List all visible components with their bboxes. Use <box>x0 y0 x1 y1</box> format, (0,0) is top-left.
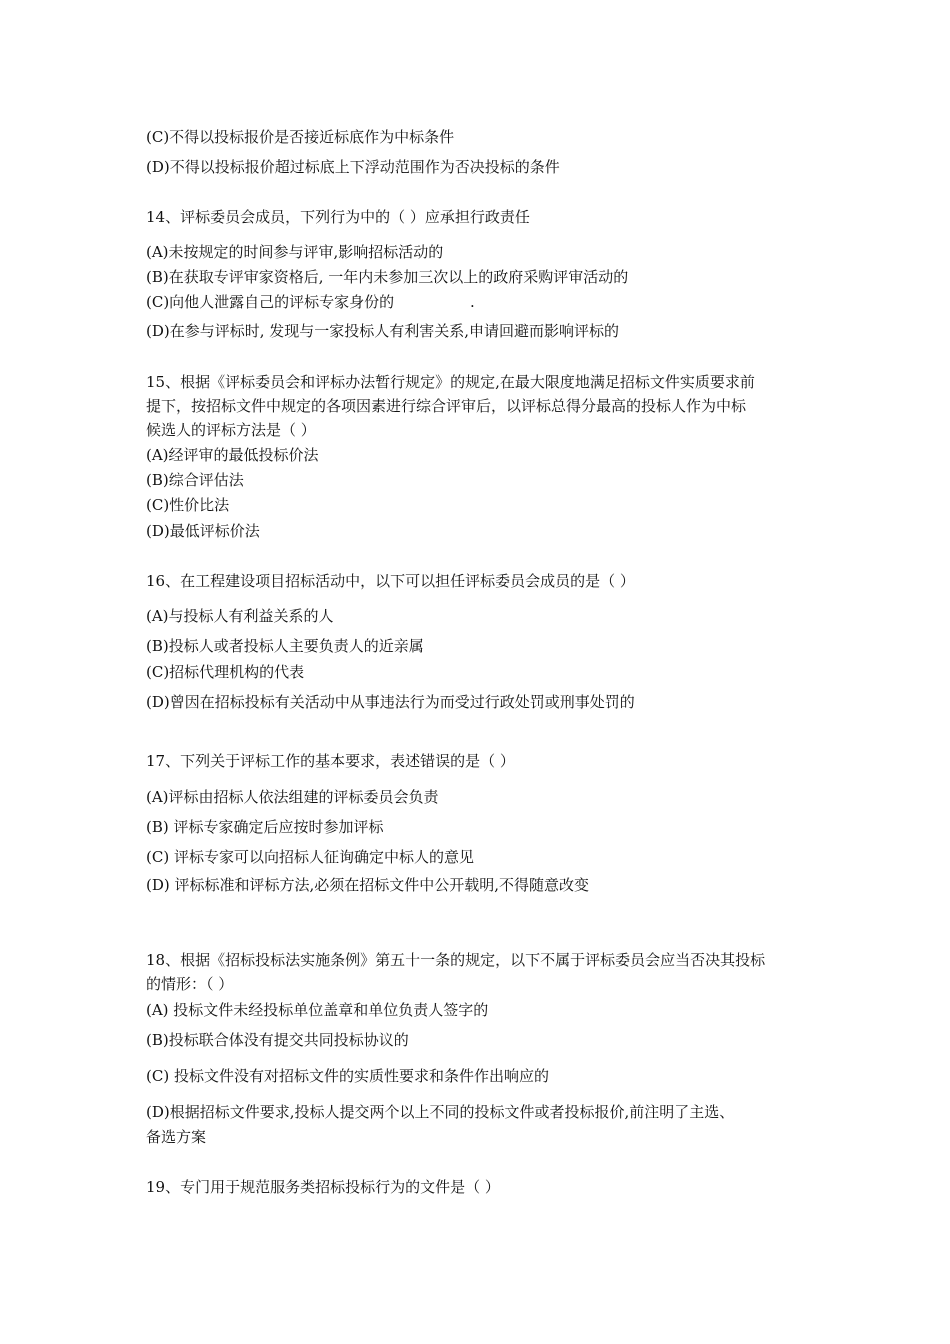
q18-option-b: (B)投标联合体没有提交共同投标协议的 <box>146 1031 409 1049</box>
q14-option-d: (D)在参与评标时, 发现与一家投标人有利害关系,申请回避而影响评标的 <box>146 322 620 340</box>
q16-option-a: (A)与投标人有利益关系的人 <box>146 607 334 625</box>
q18-question-line2: 的情形：（ ） <box>146 975 234 993</box>
q14-option-c: (C)向他人泄露自己的评标专家身份的 <box>146 293 395 311</box>
q16-option-d: (D)曾因在招标投标有关活动中从事违法行为而受过行政处罚或刑事处罚的 <box>146 693 635 711</box>
q18-option-a: (A) 投标文件未经投标单位盖章和单位负责人签字的 <box>146 1001 489 1019</box>
q15-option-a: (A)经评审的最低投标价法 <box>146 446 319 464</box>
q15-question-line3: 候选人的评标方法是（ ） <box>146 421 316 439</box>
q14-option-a: (A)未按规定的时间参与评审,影响招标活动的 <box>146 243 444 261</box>
q17-question: 17、下列关于评标工作的基本要求，表述错误的是（ ） <box>146 752 515 770</box>
q17-option-c: (C) 评标专家可以向招标人征询确定中标人的意见 <box>146 848 474 866</box>
q15-option-b: (B)综合评估法 <box>146 471 244 489</box>
q13-option-d: (D)不得以投标报价超过标底上下浮动范围作为否决投标的条件 <box>146 158 560 176</box>
q15-question-line2: 提下，按招标文件中规定的各项因素进行综合评审后，以评标总得分最高的投标人作为中标 <box>146 397 747 415</box>
q18-option-c: (C) 投标文件没有对招标文件的实质性要求和条件作出响应的 <box>146 1067 549 1085</box>
q14-option-c-dot: . <box>470 293 475 311</box>
q17-option-a: (A)评标由招标人依法组建的评标委员会负责 <box>146 788 439 806</box>
q16-option-b: (B)投标人或者投标人主要负责人的近亲属 <box>146 637 424 655</box>
q14-question: 14、评标委员会成员，下列行为中的（ ）应承担行政责任 <box>146 208 530 226</box>
q19-question: 19、专门用于规范服务类招标投标行为的文件是（ ） <box>146 1178 500 1196</box>
q15-option-d: (D)最低评标价法 <box>146 522 260 540</box>
q14-option-b: (B)在获取专评审家资格后, 一年内未参加三次以上的政府采购评审活动的 <box>146 268 629 286</box>
q16-question: 16、在工程建设项目招标活动中，以下可以担任评标委员会成员的是（ ） <box>146 572 635 590</box>
q15-question-line1: 15、根据《评标委员会和评标办法暂行规定》的规定,在最大限度地满足招标文件实质要求前 <box>146 373 755 391</box>
q17-option-d: (D) 评标标准和评标方法,必须在招标文件中公开载明,不得随意改变 <box>146 876 590 894</box>
q13-option-c: (C)不得以投标报价是否接近标底作为中标条件 <box>146 128 455 146</box>
q15-option-c: (C)性价比法 <box>146 496 230 514</box>
q17-option-b: (B) 评标专家确定后应按时参加评标 <box>146 818 384 836</box>
q18-question-line1: 18、根据《招标投标法实施条例》第五十一条的规定，以下不属于评标委员会应当否决其投标 <box>146 951 766 969</box>
q18-option-d-line2: 备选方案 <box>146 1128 207 1146</box>
q16-option-c: (C)招标代理机构的代表 <box>146 663 305 681</box>
q18-option-d-line1: (D)根据招标文件要求,投标人提交两个以上不同的投标文件或者投标报价,前注明了主选、 <box>146 1103 735 1121</box>
